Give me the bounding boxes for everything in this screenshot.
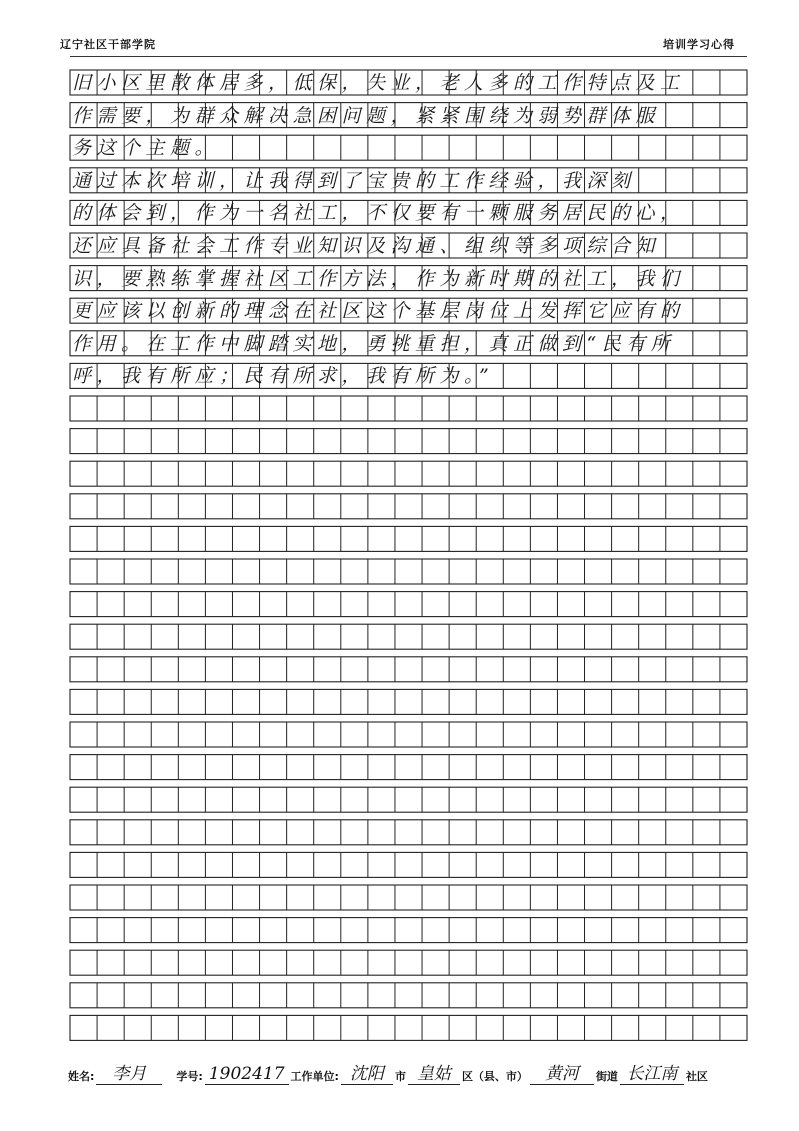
grid-row <box>70 885 747 910</box>
essay-line: 的体会到，作为一名社工，不仅要有一颗服务居民的心， <box>72 202 685 225</box>
grid-row <box>70 852 747 877</box>
essay-line: 更应该以创新的理念在社区这个基层岗位上发挥它应有的 <box>72 300 685 323</box>
grid-row <box>70 624 747 649</box>
essay-line: 识，要熟练掌握社区工作方法，作为新时期的社工，我们 <box>72 267 685 290</box>
grid-row <box>70 820 747 845</box>
community-label: 社区 <box>685 1070 708 1083</box>
student-id-label: 学号: <box>176 1070 203 1083</box>
document-type-header: 培训学习心得 <box>663 38 735 51</box>
essay-line: 还应具备社会工作专业知识及沟通、组织等多项综合知 <box>72 235 661 257</box>
grid-row <box>70 918 747 943</box>
grid-row <box>70 1015 747 1040</box>
street-label: 街道 <box>595 1070 618 1083</box>
grid-row <box>70 950 747 975</box>
grid-row <box>70 787 747 812</box>
district-label: 区（县、市） <box>461 1070 528 1083</box>
name-label: 姓名: <box>68 1070 95 1083</box>
grid-row <box>70 657 747 682</box>
grid-row <box>70 559 747 584</box>
essay-line: 通过本次培训，让我得到了宝贵的工作经验，我深刻 <box>72 169 636 192</box>
student-id-value: 1902417 <box>205 1064 289 1085</box>
grid-row <box>70 396 747 421</box>
institution-header: 辽宁社区干部学院 <box>60 38 156 51</box>
essay-line: 作需要，为群众解决急困问题，紧紧围绕为弱势群体服 <box>72 104 661 127</box>
grid-row <box>70 722 747 747</box>
name-value: 李月 <box>96 1059 162 1085</box>
community-value: 长江南 <box>620 1059 684 1085</box>
district-value: 皇姑 <box>408 1059 460 1085</box>
essay-line: 呼，我有所应；民有所求，我有所为。” <box>72 365 495 388</box>
city-label: 市 <box>394 1070 406 1083</box>
city-value: 沈阳 <box>341 1059 393 1085</box>
grid-row <box>70 526 747 551</box>
grid-row <box>70 429 747 454</box>
essay-line: 旧小区里散体居多，低保，失业，老人多的工作特点及工 <box>72 72 685 94</box>
grid-row <box>70 755 747 780</box>
work-unit-label: 工作单位: <box>290 1070 339 1083</box>
grid-row <box>70 983 747 1008</box>
essay-line: 作用。在工作中脚踏实地，勇挑重担，真正做到“民有所 <box>72 332 676 355</box>
grid-row <box>70 689 747 714</box>
essay-line: 务这个主题。 <box>72 137 220 160</box>
grid-row <box>70 494 747 519</box>
grid-row <box>70 461 747 486</box>
street-value: 黄河 <box>530 1059 594 1085</box>
student-info-footer <box>66 1063 756 1085</box>
grid-row <box>70 592 747 617</box>
